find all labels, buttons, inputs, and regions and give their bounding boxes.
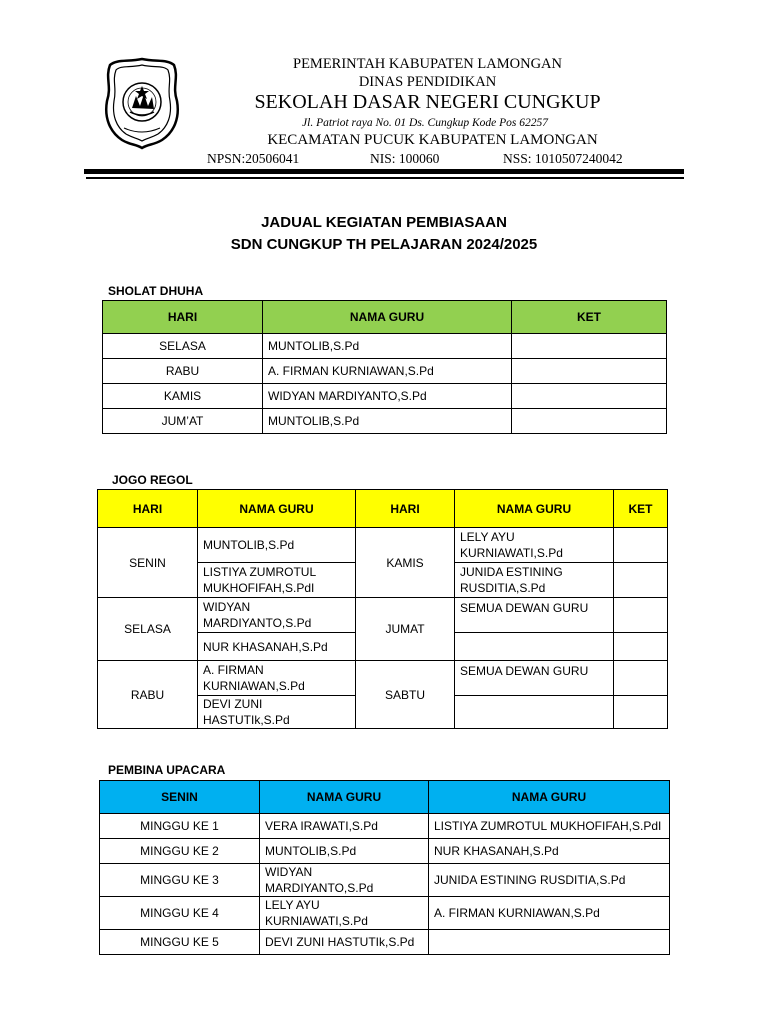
cell-ket	[512, 409, 667, 434]
table-row	[100, 864, 670, 897]
cell-minggu: MINGGU KE 1	[100, 814, 260, 839]
cell-guru: A. FIRMAN KURNIAWAN,S.Pd	[429, 897, 670, 930]
letterhead-divider-thin	[86, 177, 684, 179]
pembina-upacara-table	[99, 780, 670, 955]
letterhead-government: PEMERINTAH KABUPATEN LAMONGAN	[293, 56, 562, 72]
letterhead-divider-thick	[84, 169, 684, 174]
table-row	[103, 384, 667, 409]
header-ket: KET	[512, 301, 667, 334]
cell-guru: WIDYAN MARDIYANTO,S.Pd	[198, 598, 356, 633]
header-nama-guru: NAMA GURU	[455, 490, 614, 528]
table-row	[98, 598, 668, 633]
document-title: JADUAL KEGIATAN PEMBIASAAN	[261, 214, 507, 231]
cell-hari: JUMAT	[356, 598, 455, 661]
jogo-regol-table	[97, 489, 668, 729]
lamongan-emblem-logo	[104, 56, 180, 150]
cell-guru: JUNIDA ESTINING RUSDITIA,S.Pd	[455, 563, 614, 598]
letterhead-nis: NIS: 100060	[370, 151, 440, 166]
letterhead-department: DINAS PENDIDIKAN	[358, 74, 497, 90]
header-hari: HARI	[103, 301, 263, 334]
section-label-sholat-dhuha: SHOLAT DHUHA	[108, 284, 204, 298]
cell-guru: A. FIRMAN KURNIAWAN,S.Pd	[198, 661, 356, 696]
cell-ket	[614, 563, 668, 598]
cell-hari: KAMIS	[356, 528, 455, 598]
header-hari: HARI	[98, 490, 198, 528]
cell-hari: SELASA	[98, 598, 198, 661]
cell-minggu: MINGGU KE 4	[100, 897, 260, 930]
cell-ket	[614, 696, 668, 729]
letterhead-npsn: NPSN:20506041	[207, 151, 300, 166]
cell-hari: SENIN	[98, 528, 198, 598]
cell-guru	[429, 930, 670, 955]
cell-guru: MUNTOLIB,S.Pd	[260, 839, 429, 864]
header-nama-guru: NAMA GURU	[260, 781, 429, 814]
cell-guru	[455, 633, 614, 661]
cell-guru: NUR KHASANAH,S.Pd	[198, 633, 356, 661]
cell-guru: LISTIYA ZUMROTUL MUKHOFIFAH,S.PdI	[429, 814, 670, 839]
cell-ket	[614, 633, 668, 661]
cell-guru: DEVI ZUNI HASTUTIk,S.Pd	[198, 696, 356, 729]
table-row	[98, 528, 668, 563]
table-row	[100, 897, 670, 930]
cell-hari: JUM’AT	[103, 409, 263, 434]
cell-ket	[614, 528, 668, 563]
cell-guru: JUNIDA ESTINING RUSDITIA,S.Pd	[429, 864, 670, 897]
table-row	[98, 661, 668, 696]
cell-hari: RABU	[103, 359, 263, 384]
cell-ket	[512, 359, 667, 384]
cell-hari: SABTU	[356, 661, 455, 729]
cell-ket	[512, 384, 667, 409]
cell-minggu: MINGGU KE 3	[100, 864, 260, 897]
header-nama-guru: NAMA GURU	[198, 490, 356, 528]
section-label-pembina-upacara: PEMBINA UPACARA	[108, 763, 226, 777]
table-row	[103, 334, 667, 359]
table-row	[103, 409, 667, 434]
document-subtitle: SDN CUNGKUP TH PELAJARAN 2024/2025	[230, 236, 538, 253]
table-row	[103, 359, 667, 384]
cell-minggu: MINGGU KE 5	[100, 930, 260, 955]
table-row	[100, 814, 670, 839]
cell-hari: RABU	[98, 661, 198, 729]
sholat-dhuha-table	[102, 300, 667, 434]
table-row	[100, 930, 670, 955]
header-senin: SENIN	[100, 781, 260, 814]
header-hari: HARI	[356, 490, 455, 528]
cell-guru: SEMUA DEWAN GURU	[455, 598, 614, 633]
cell-hari: SELASA	[103, 334, 263, 359]
cell-guru: MUNTOLIB,S.Pd	[263, 409, 512, 434]
letterhead-school-name: SEKOLAH DASAR NEGERI CUNGKUP	[254, 91, 601, 113]
letterhead-district: KECAMATAN PUCUK KABUPATEN LAMONGAN	[267, 132, 598, 148]
cell-guru: LELY AYU KURNIAWATI,S.Pd	[260, 897, 429, 930]
table-row	[100, 839, 670, 864]
cell-guru: MUNTOLIB,S.Pd	[263, 334, 512, 359]
header-nama-guru: NAMA GURU	[263, 301, 512, 334]
header-nama-guru: NAMA GURU	[429, 781, 670, 814]
cell-guru: MUNTOLIB,S.Pd	[198, 528, 356, 563]
cell-guru	[455, 696, 614, 729]
header-ket: KET	[614, 490, 668, 528]
cell-ket	[614, 598, 668, 633]
cell-ket	[512, 334, 667, 359]
cell-hari: KAMIS	[103, 384, 263, 409]
cell-guru: A. FIRMAN KURNIAWAN,S.Pd	[263, 359, 512, 384]
cell-guru: VERA IRAWATI,S.Pd	[260, 814, 429, 839]
cell-guru: DEVI ZUNI HASTUTIk,S.Pd	[260, 930, 429, 955]
letterhead-address: Jl. Patriot raya No. 01 Ds. Cungkup Kode Pos 62257	[302, 117, 548, 129]
cell-guru: SEMUA DEWAN GURU	[455, 661, 614, 696]
letterhead-nss: NSS: 1010507240042	[503, 151, 623, 166]
cell-guru: NUR KHASANAH,S.Pd	[429, 839, 670, 864]
section-label-jogo-regol: JOGO REGOL	[112, 473, 193, 487]
cell-guru: LELY AYU KURNIAWATI,S.Pd	[455, 528, 614, 563]
cell-minggu: MINGGU KE 2	[100, 839, 260, 864]
cell-guru: LISTIYA ZUMROTUL MUKHOFIFAH,S.PdI	[198, 563, 356, 598]
cell-guru: WIDYAN MARDIYANTO,S.Pd	[260, 864, 429, 897]
cell-ket	[614, 661, 668, 696]
cell-guru: WIDYAN MARDIYANTO,S.Pd	[263, 384, 512, 409]
